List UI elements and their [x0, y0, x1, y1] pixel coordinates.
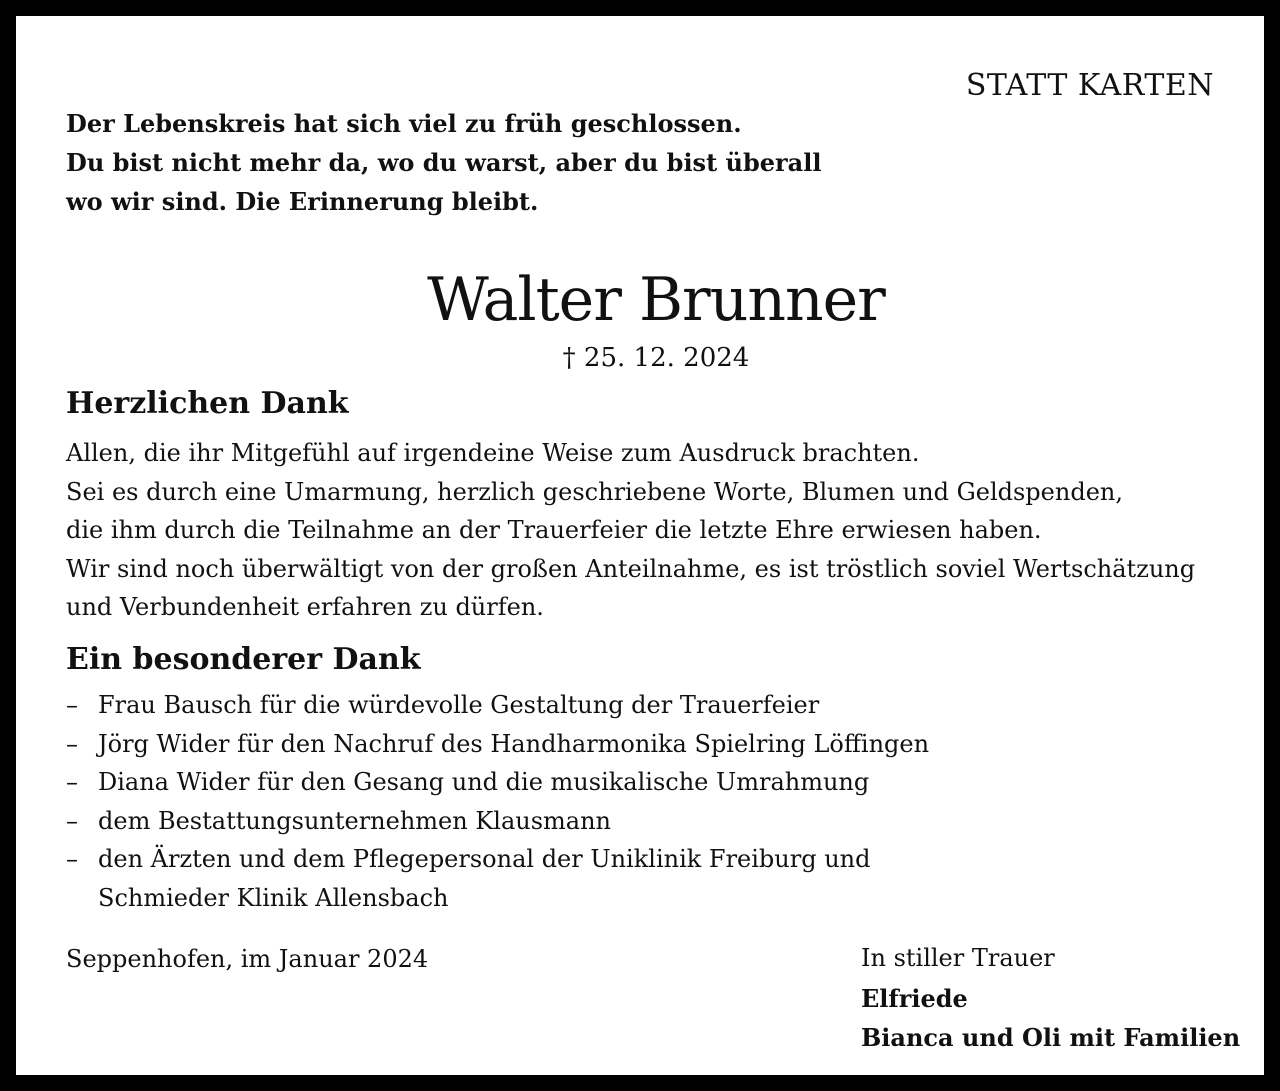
list-item	[66, 763, 929, 802]
thanks-line: die ihm durch die Teilnahme an der Trauerfeier die letzte Ehre erwiesen haben.	[66, 516, 1042, 544]
list-item-text: dem Bestattungsunternehmen Klausmann	[98, 806, 612, 835]
list-item	[66, 840, 929, 879]
list-item-continuation: Schmieder Klinik Allensbach	[98, 883, 449, 912]
motto-line: Du bist nicht mehr da, wo du warst, aber du bist überall	[66, 148, 822, 177]
signature-name: Bianca und Oli mit Familien	[861, 1023, 1241, 1052]
list-item	[66, 686, 929, 725]
motto-line: Der Lebenskreis hat sich viel zu früh geschlossen.	[66, 109, 742, 138]
special-thanks-heading: Ein besonderer Dank	[66, 642, 421, 677]
signature-block	[861, 939, 1240, 1058]
deceased-name: Walter Brunner	[427, 265, 885, 335]
place-date: Seppenhofen, im Januar 2024	[66, 945, 429, 973]
list-item-text: den Ärzten und dem Pflegepersonal der Uniklinik Freiburg und	[98, 845, 871, 873]
thanks-heading: Herzlichen Dank	[66, 386, 349, 421]
signature-name: Elfriede	[861, 983, 968, 1013]
statt-karten-label: STATT KARTEN	[965, 68, 1214, 103]
thanks-line: Allen, die ihr Mitgefühl auf irgendeine Weise zum Ausdruck brachten.	[66, 439, 920, 467]
thanks-line: Wir sind noch überwältigt von der großen Anteilnahme, es ist tröstlich soviel Wertschätzung	[66, 554, 1196, 583]
dash-bullet: –	[66, 768, 78, 796]
thanks-line: und Verbundenheit erfahren zu dürfen.	[66, 593, 544, 621]
list-item-text: Diana Wider für den Gesang und die musikalische Umrahmung	[98, 768, 870, 796]
dash-bullet: –	[66, 806, 78, 835]
list-item-text: Jörg Wider für den Nachruf des Handharmonika Spielring Löffingen	[98, 729, 930, 758]
death-date: † 25. 12. 2024	[562, 343, 750, 373]
list-item-text: Frau Bausch für die würdevolle Gestaltung der Trauerfeier	[98, 691, 820, 719]
motto-verse	[66, 104, 821, 221]
motto-line: wo wir sind. Die Erinnerung bleibt.	[66, 187, 539, 216]
dash-bullet: –	[66, 729, 78, 758]
signature-intro: In stiller Trauer	[861, 944, 1055, 972]
thanks-paragraph	[66, 434, 1195, 627]
dash-bullet: –	[66, 691, 78, 719]
list-item	[66, 725, 929, 764]
thanks-line: Sei es durch eine Umarmung, herzlich geschriebene Worte, Blumen und Geldspenden,	[66, 477, 1123, 506]
list-item	[66, 802, 929, 841]
special-thanks-list	[66, 686, 929, 917]
dash-bullet: –	[66, 845, 78, 873]
